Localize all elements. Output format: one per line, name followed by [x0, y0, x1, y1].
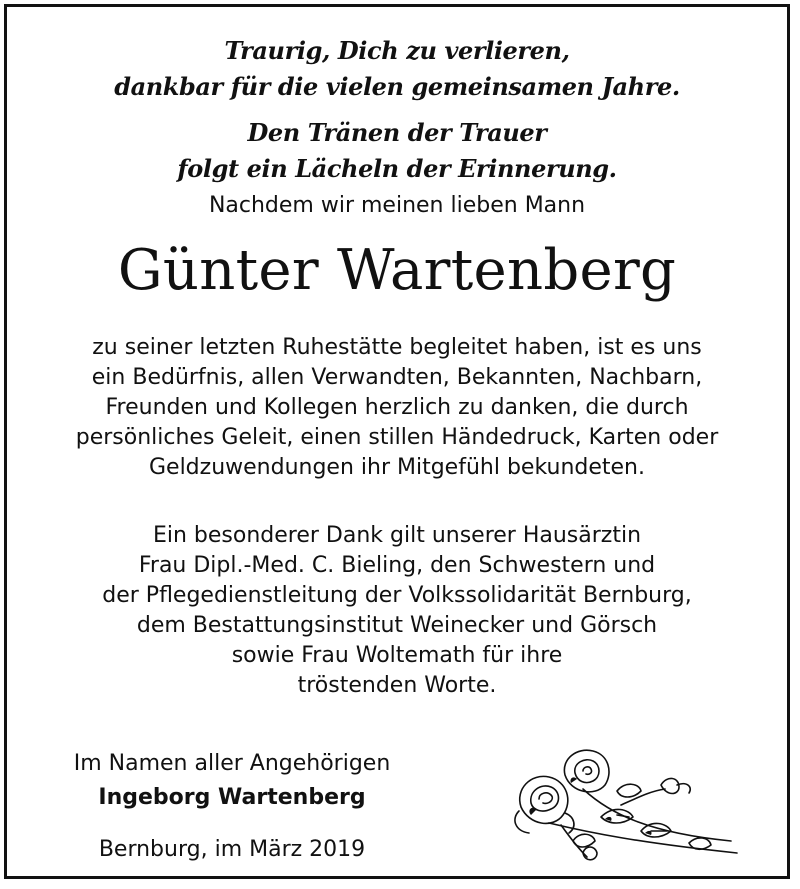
- motto-line: folgt ein Lächeln der Erinnerung.: [177, 154, 617, 183]
- paragraph-line: dem Bestattungsinstitut Weinecker und Görsch: [136, 613, 658, 638]
- paragraph-line: Geldzuwendungen ihr Mitgefühl bekundeten.: [148, 455, 645, 480]
- motto-line: dankbar für die vielen gemeinsamen Jahre.: [114, 72, 680, 101]
- motto-line: Traurig, Dich zu verlieren,: [224, 36, 570, 65]
- signature-name: Ingeborg Wartenberg: [98, 785, 366, 810]
- motto-verse-1: [7, 33, 787, 105]
- paragraph-line: sowie Frau Woltemath für ihre: [231, 643, 563, 668]
- paragraph-line: tröstenden Worte.: [297, 673, 497, 698]
- paragraph-line: persönliches Geleit, einen stillen Händedruck, Karten oder: [75, 425, 719, 450]
- paragraph-line: Frau Dipl.-Med. C. Bieling, den Schwestern und: [138, 553, 656, 578]
- motto-verse-2: [7, 115, 787, 187]
- paragraph-line: ein Bedürfnis, allen Verwandten, Bekannten, Nachbarn,: [91, 365, 703, 390]
- obituary-card: [4, 4, 790, 879]
- intro-text: Nachdem wir meinen lieben Mann: [208, 193, 586, 218]
- thanks-paragraph: [7, 333, 787, 483]
- paragraph-line: Ein besonderer Dank gilt unserer Hausärztin: [152, 523, 642, 548]
- paragraph-line: zu seiner letzten Ruhestätte begleitet haben, ist es uns: [92, 335, 702, 360]
- motto-line: Den Tränen der Trauer: [247, 118, 547, 147]
- roses-icon: [501, 745, 741, 869]
- paragraph-line: Freunden und Kollegen herzlich zu danken, die durch: [105, 395, 689, 420]
- deceased-name: Günter Wartenberg: [117, 238, 677, 303]
- special-thanks-paragraph: [7, 521, 787, 701]
- paragraph-line: der Pflegedienstleitung der Volkssolidarität Bernburg,: [102, 583, 692, 608]
- place-date: Bernburg, im März 2019: [98, 837, 366, 862]
- signature-intro: Im Namen aller Angehörigen: [73, 751, 391, 776]
